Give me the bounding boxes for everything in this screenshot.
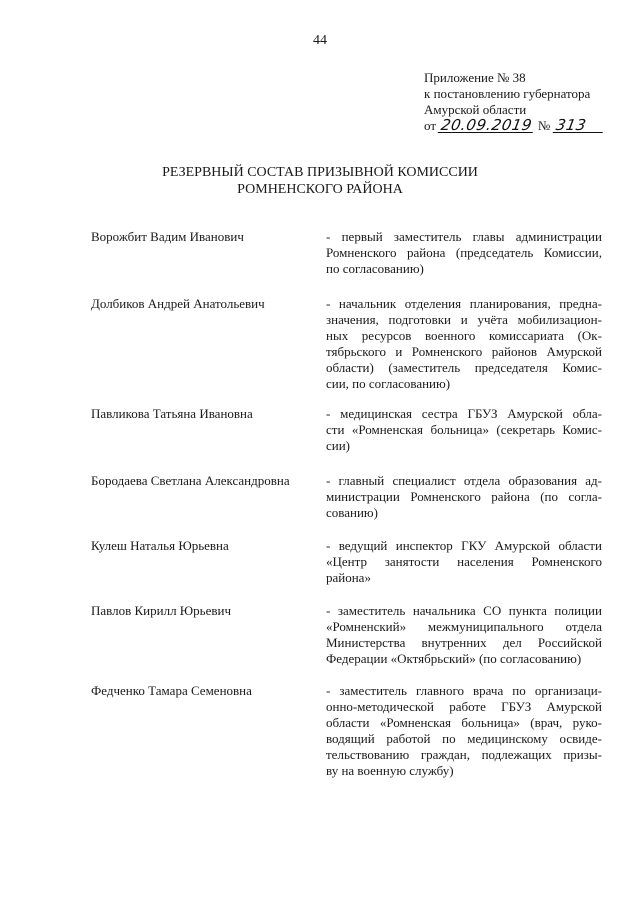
role-word: Ромненского (326, 245, 397, 260)
role-line: Федерации «Октябрьский» (по согласованию) (326, 651, 582, 666)
role-line (326, 328, 602, 344)
role-line: сованию) (326, 505, 378, 520)
member-name: Ворожбит Вадим Иванович (91, 229, 244, 244)
role-line (326, 538, 602, 554)
role-word: заместитель (339, 683, 407, 698)
role-word: предна- (559, 296, 602, 311)
role-word: «Ромненский» (326, 619, 407, 634)
role-word: Ромненского (410, 489, 481, 504)
role-word: сти (326, 422, 345, 437)
role-word: медицинскому (467, 731, 548, 746)
date-prefix: от (424, 118, 437, 133)
role-word: Комис- (562, 360, 602, 375)
role-line (326, 731, 602, 747)
role-word: ГБУЗ (501, 699, 532, 714)
role-word: комиссариата (488, 328, 565, 343)
role-word: обла- (572, 406, 602, 421)
role-line: сии) (326, 438, 351, 453)
role-word: «Центр (326, 554, 367, 569)
role-word: заместитель (393, 229, 462, 244)
role-word: сестра (421, 406, 458, 421)
member-role (326, 603, 602, 667)
role-word: (по (540, 489, 558, 504)
role-word: больница» (430, 422, 489, 437)
role-word: призы- (563, 747, 602, 762)
role-word: онно-методической (326, 699, 434, 714)
role-word: «Ромненская (379, 715, 452, 730)
role-word: Ромненского (411, 344, 483, 359)
role-word: Амурской (494, 538, 551, 553)
role-line: сии, по согласованию) (326, 376, 451, 391)
role-word: тябрьского (326, 344, 386, 359)
role-word: главного (415, 683, 464, 698)
role-word: по (442, 731, 456, 746)
role-word: Комиссии, (543, 245, 602, 260)
role-word: инспектор (395, 538, 453, 553)
role-word: согла- (568, 489, 602, 504)
role-word: Ромненского (531, 554, 602, 569)
role-word: мобилизацион- (517, 312, 602, 327)
document-title (0, 164, 640, 198)
handwritten-date: 20.09.2019 (439, 116, 534, 134)
appendix-region-line: Амурской области (424, 102, 527, 117)
role-word: Комис- (562, 422, 602, 437)
appendix-date-line (424, 118, 604, 134)
member-name: Кулеш Наталья Юрьевна (91, 538, 229, 553)
role-line (326, 715, 602, 731)
role-word: - (326, 683, 331, 698)
member-name: Павлов Кирилл Юрьевич (91, 603, 232, 618)
role-word: председателя (474, 360, 548, 375)
member-role (326, 229, 602, 277)
role-word: (секретарь (496, 422, 556, 437)
role-word: подготовки (388, 312, 451, 327)
role-word: водящий (326, 731, 375, 746)
role-word: военного (424, 328, 476, 343)
role-line: по согласованию) (326, 261, 424, 276)
role-word: пункта (508, 603, 547, 618)
role-word: заместитель (337, 603, 406, 618)
role-word: (Ок- (577, 328, 602, 343)
role-word: области (326, 715, 370, 730)
title-line-2: РОМНЕНСКОГО РАЙОНА (237, 182, 403, 197)
role-word: ГКУ (461, 538, 487, 553)
role-word: отдела (565, 619, 602, 634)
role-line (326, 554, 602, 570)
role-word: медицинская (340, 406, 413, 421)
role-word: ресурсов (361, 328, 412, 343)
role-line (326, 489, 602, 505)
role-word: работой (386, 731, 431, 746)
role-word: главный (338, 473, 385, 488)
role-line: ву на военную службу) (326, 763, 454, 778)
role-line (326, 296, 602, 312)
member-name: Долбиков Андрей Анатольевич (91, 296, 265, 311)
role-line (326, 344, 602, 360)
member-name: Бородаева Светлана Александровна (91, 473, 290, 488)
role-word: полиции (554, 603, 602, 618)
role-word: первый (341, 229, 383, 244)
role-word: министрации (326, 489, 400, 504)
role-word: значения, (326, 312, 379, 327)
role-word: - (326, 603, 331, 618)
role-word: (врач, (530, 715, 563, 730)
appendix-title: Приложение № 38 (424, 70, 526, 85)
role-word: «Ромненская (351, 422, 424, 437)
role-line: района» (326, 570, 371, 585)
role-word: Министерства (326, 635, 406, 650)
role-word: (заместитель (388, 360, 461, 375)
role-word: руко- (572, 715, 602, 730)
member-name: Федченко Тамара Семеновна (91, 683, 252, 698)
role-word: районов (491, 344, 538, 359)
role-line (326, 699, 602, 715)
role-word: ных (326, 328, 349, 343)
role-line (326, 229, 602, 245)
role-word: области (558, 538, 602, 553)
role-word: работе (449, 699, 486, 714)
role-word: района (491, 489, 530, 504)
role-word: - (326, 229, 331, 244)
role-word: и (395, 344, 403, 359)
role-word: района (406, 245, 446, 260)
role-word: области) (326, 360, 374, 375)
page-number: 44 (313, 33, 327, 48)
member-role (326, 296, 602, 392)
role-word: учёта (477, 312, 508, 327)
role-word: граждан, (420, 747, 470, 762)
member-role (326, 473, 602, 521)
member-role (326, 406, 602, 454)
role-word: - (326, 473, 331, 488)
role-word: межмуниципального (427, 619, 544, 634)
role-line (326, 245, 602, 261)
role-word: главы (472, 229, 505, 244)
appendix-block (424, 70, 604, 134)
role-word: по (512, 683, 526, 698)
role-line (326, 635, 602, 651)
role-word: больница» (461, 715, 520, 730)
role-word: образования (508, 473, 578, 488)
number-prefix: № (537, 118, 551, 133)
role-word: отдела (463, 473, 501, 488)
role-word: дел (502, 635, 522, 650)
role-word: администрации (515, 229, 602, 244)
role-word: организаци- (534, 683, 602, 698)
member-role (326, 683, 602, 779)
role-word: (председатель (455, 245, 534, 260)
role-word: специалист (392, 473, 456, 488)
role-word: Амурской (546, 699, 602, 714)
title-line-1: РЕЗЕРВНЫЙ СОСТАВ ПРИЗЫВНОЙ КОМИССИИ (162, 165, 478, 180)
role-word: тельствованию (326, 747, 410, 762)
role-word: ГБУЗ (467, 406, 498, 421)
role-word: и (460, 312, 468, 327)
role-line (326, 683, 602, 699)
role-line (326, 360, 602, 376)
handwritten-number: 313 (553, 118, 606, 133)
role-line (326, 422, 602, 438)
role-line (326, 473, 602, 489)
role-word: занятости (384, 554, 440, 569)
role-word: Российской (537, 635, 602, 650)
role-word: ад- (585, 473, 602, 488)
role-line (326, 406, 602, 422)
role-line (326, 619, 602, 635)
role-word: внутренних (421, 635, 487, 650)
role-word: Амурской (507, 406, 563, 421)
role-word: - (326, 538, 331, 553)
role-word: населения (457, 554, 514, 569)
role-word: отделения (404, 296, 462, 311)
role-word: Амурской (546, 344, 602, 359)
role-word: планирования, (469, 296, 551, 311)
role-word: врача (473, 683, 504, 698)
role-word: подлежащих (481, 747, 552, 762)
role-word: начальника (412, 603, 476, 618)
member-role (326, 538, 602, 586)
role-word: - (326, 406, 331, 421)
role-word: ведущий (338, 538, 388, 553)
role-word: - (326, 296, 331, 311)
appendix-decree-line: к постановлению губернатора (424, 86, 591, 101)
role-line (326, 747, 602, 763)
role-line (326, 603, 602, 619)
role-line (326, 312, 602, 328)
role-word: СО (483, 603, 502, 618)
member-name: Павликова Татьяна Ивановна (91, 406, 253, 421)
role-word: начальник (338, 296, 397, 311)
role-word: освиде- (559, 731, 602, 746)
